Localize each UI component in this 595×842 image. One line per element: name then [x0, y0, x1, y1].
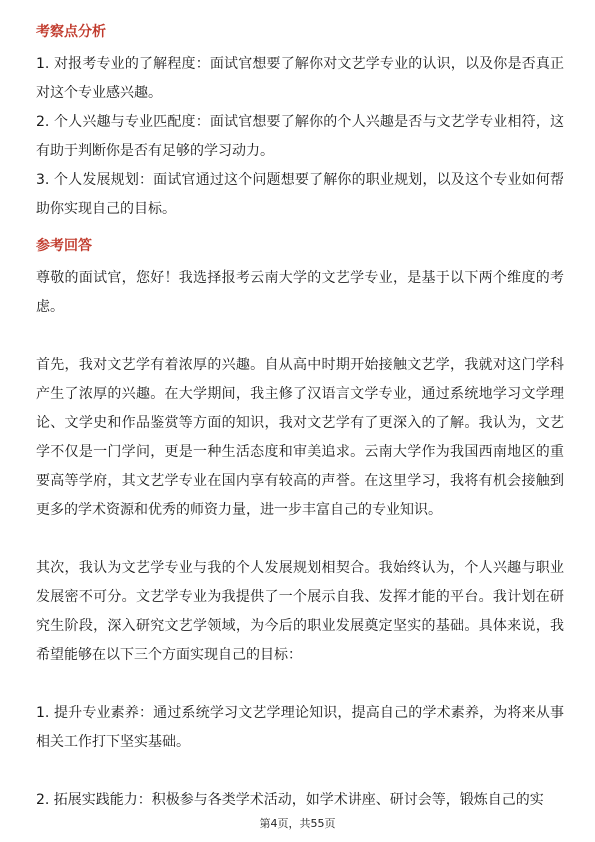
- paragraph-spacer: [36, 757, 564, 786]
- analysis-item: 3. 个人发展规划：面试官通过这个问题想要了解你的职业规划，以及这个专业如何帮助你实现自己的目标。: [36, 172, 564, 217]
- page-number: 第4页，共55页: [259, 817, 336, 830]
- document-page: [36, 22, 564, 815]
- paragraph-spacer: [36, 525, 564, 554]
- answer-list-item: 1. 提升专业素养：通过系统学习文艺学理论知识，提高自己的学术素养，为将来从事相关工作打下坚实基础。: [36, 705, 564, 750]
- analysis-item: 1. 对报考专业的了解程度：面试官想要了解你对文艺学专业的认识，以及你是否真正对这个专业感兴趣。: [36, 56, 564, 101]
- answer-paragraph: 尊敬的面试官，您好！我选择报考云南大学的文艺学专业，是基于以下两个维度的考虑。: [36, 270, 564, 315]
- answer-heading: 参考回答: [36, 238, 92, 254]
- paragraph-spacer: [36, 670, 564, 699]
- answer-paragraph: 其次，我认为文艺学专业与我的个人发展规划相契合。我始终认为，个人兴趣与职业发展密不可分。文艺学专业为我提供了一个展示自我、发挥才能的平台。我计划在研究生阶段，深入研究文艺学领域，为今后的职业发展奠定坚实的基础。具体来说，我希望能够在以下三个方面实现自己的目标：: [36, 560, 564, 663]
- answer-list-item: 2. 拓展实践能力：积极参与各类学术活动，如学术讲座、研讨会等，锻炼自己的实: [36, 792, 544, 808]
- answer-paragraph: 首先，我对文艺学有着浓厚的兴趣。自从高中时期开始接触文艺学，我就对这门学科产生了浓厚的兴趣。在大学期间，我主修了汉语言文学专业，通过系统地学习文学理论、文学史和作品鉴赏等方面的知识，我对文艺学有了更深入的了解。我认为，文艺学不仅是一门学问，更是一种生活态度和审美追求。云南大学作为我国西南地区的重要高等学府，其文艺学专业在国内享有较高的声誉。在这里学习，我将有机会接触到更多的学术资源和优秀的师资力量，进一步丰富自己的专业知识。: [36, 357, 564, 518]
- analysis-item: 2. 个人兴趣与专业匹配度：面试官想要了解你的个人兴趣是否与文艺学专业相符，这有助于判断你是否有足够的学习动力。: [36, 114, 564, 159]
- paragraph-spacer: [36, 322, 564, 351]
- analysis-heading: 考察点分析: [36, 24, 106, 40]
